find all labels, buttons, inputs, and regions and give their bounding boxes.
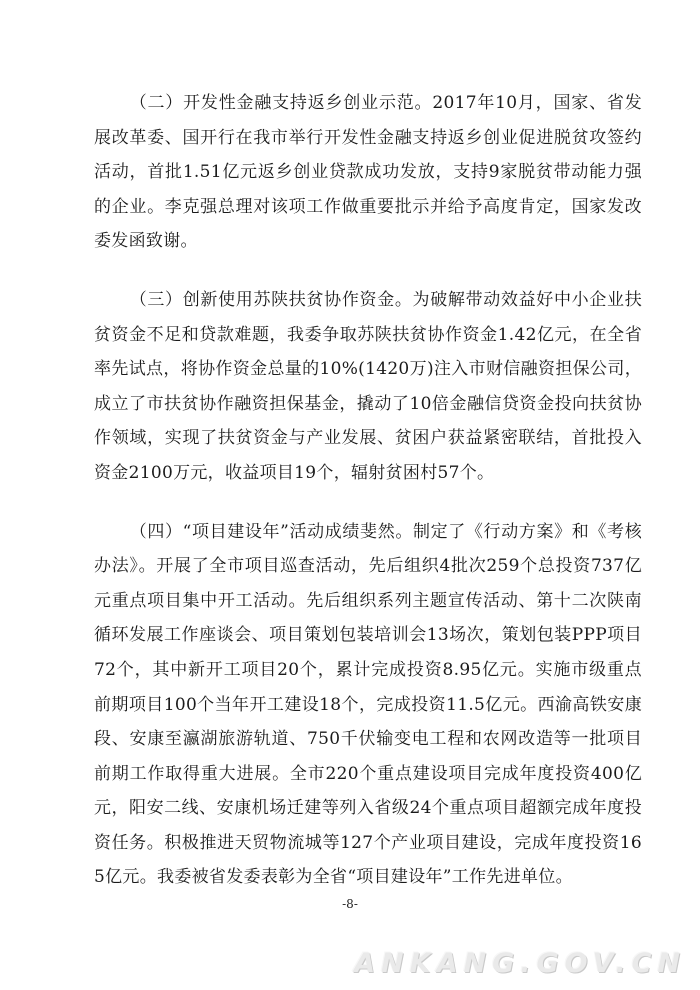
paragraph-project-construction-year: （四）“项目建设年”活动成绩斐然。制定了《行动方案》和《考核办法》。开展了全市项目巡查活动，先后组织4批次259个总投资737亿元重点项目集中开工活动。先后组织系列主题宣传活动、第十二次陕南循环发展工作座谈会、项目策划包装培训会13场次，策划包装PPP项目72个，其中新开工项目20个，累计完成投资8.95亿元。实施市级重点前期项目100个当年开工建设18个，完成投资11.5亿元。西渝高铁安康段、安康至瀛湖旅游轨道、750千伏输变电工程和农网改造等一批项目前期工作取得重大进展。全市220个重点建设项目完成年度投资400亿元，阳安二线、安康机场迁建等列入省级24个重点项目超额完成年度投资任务。积极推进天贸物流城等127个产业项目建设，完成年度投资165亿元。我委被省发委表彰为全省“项目建设年”工作先进单位。	[94, 521, 642, 888]
paragraph-poverty-cooperation-fund: （三）创新使用苏陕扶贫协作资金。为破解带动效益好中小企业扶贫资金不足和贷款难题，我委争取苏陕扶贫协作资金1.42亿元，在全省率先试点，将协作资金总量的10%(1420万)注入市财信融资担保公司，成立了市扶贫协作融资担保基金，撬动了10倍金融信贷资金投向扶贫协作领域，实现了扶贫资金与产业发展、贫困户获益紧密联结，首批投入资金2100万元，收益项目19个，辐射贫困村57个。	[94, 289, 642, 483]
document-body	[94, 86, 642, 919]
paragraph-development-finance: （二）开发性金融支持返乡创业示范。2017年10月，国家、省发展改革委、国开行在我市举行开发性金融支持返乡创业促进脱贫攻签约活动，首批1.51亿元返乡创业贷款成功发放，支持9家脱贫带动能力强的企业。李克强总理对该项工作做重要批示并给予高度肯定，国家发改委发函致谢。	[94, 93, 642, 252]
site-watermark: ANKANG.GOV.CN	[354, 948, 686, 979]
page-number: -8-	[342, 897, 358, 911]
